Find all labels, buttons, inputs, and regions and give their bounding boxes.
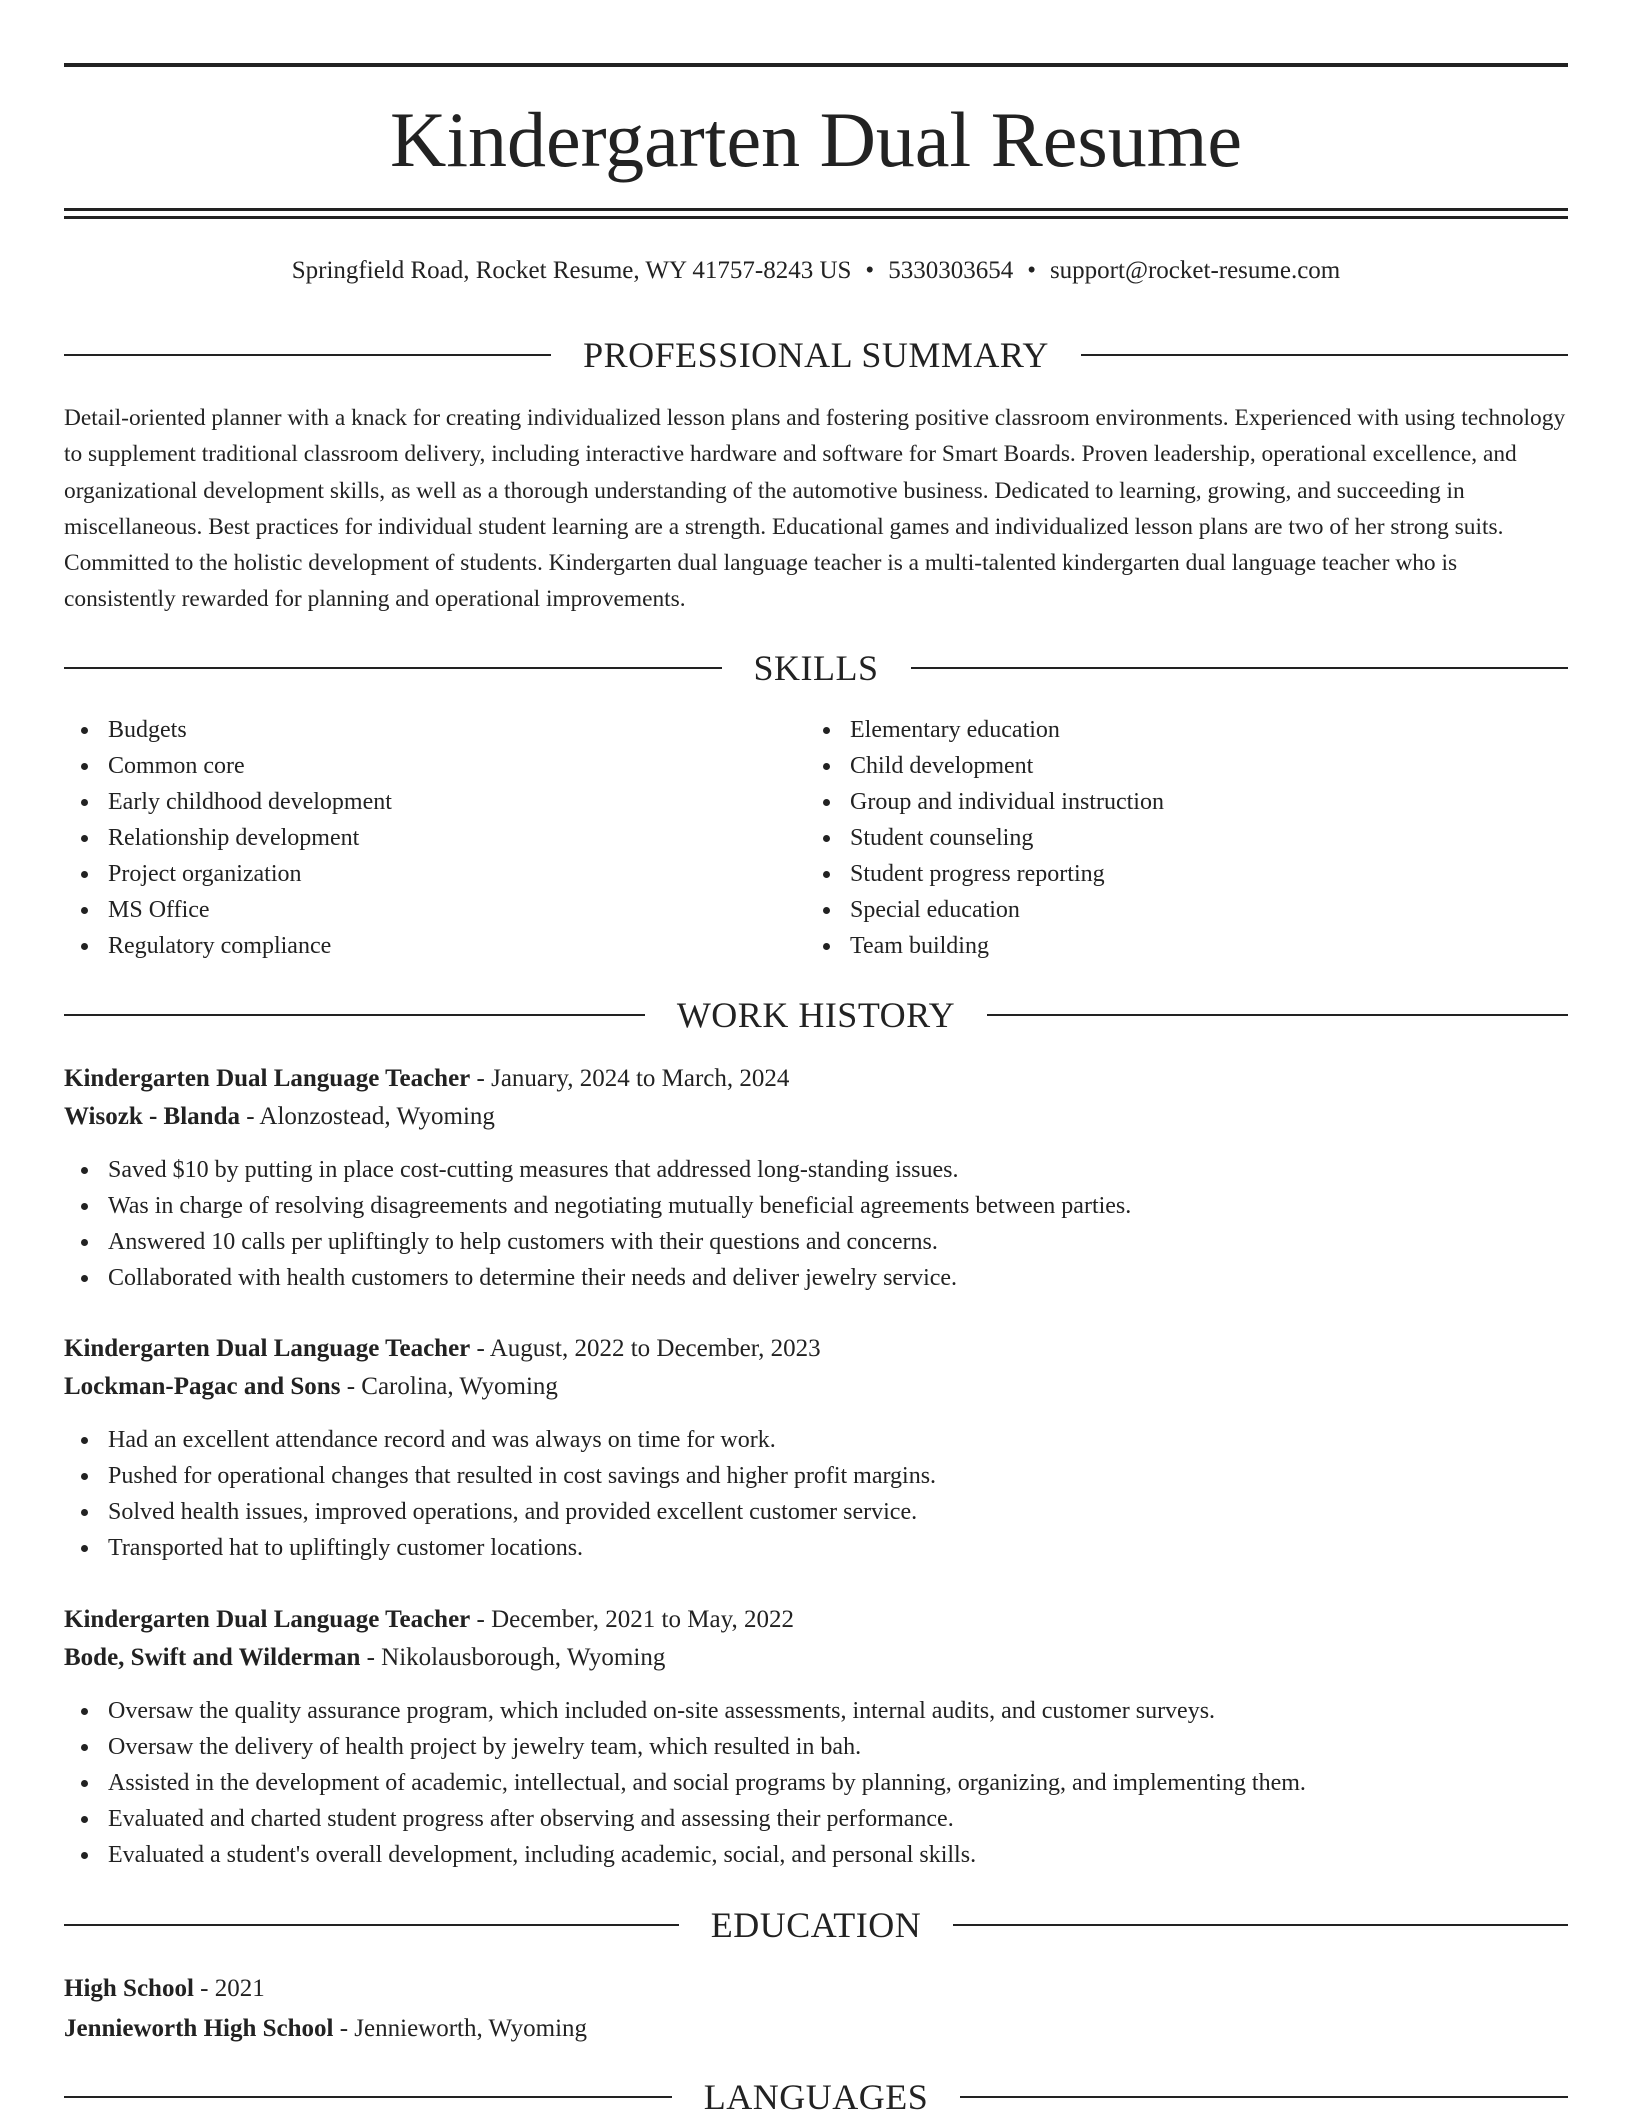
education-school: Jennieworth High School <box>64 2015 334 2042</box>
job-company: Bode, Swift and Wilderman <box>64 1644 361 1671</box>
job-bullet: Answered 10 calls per upliftingly to help customers with their questions and concerns. <box>64 1224 1568 1260</box>
education-location: - Jennieworth, Wyoming <box>333 2015 588 2042</box>
title-rule-upper <box>64 208 1568 211</box>
heading-rule-right <box>960 2096 1568 2098</box>
skill-item: Special education <box>806 892 1506 928</box>
job-company-line <box>64 1098 1568 1136</box>
job-dates: - December, 2021 to May, 2022 <box>470 1606 794 1633</box>
job-company-line <box>64 1368 1568 1406</box>
job-entry <box>64 1330 1568 1566</box>
job-bullets <box>64 1422 1568 1566</box>
job-bullet: Had an excellent attendance record and was always on time for work. <box>64 1422 1568 1458</box>
skill-item: Elementary education <box>806 712 1506 748</box>
contact-separator: • <box>865 257 875 284</box>
heading-rule-left <box>64 1014 645 1016</box>
education-entry <box>64 1969 1568 2049</box>
skills-column-left <box>64 712 764 964</box>
job-bullet: Oversaw the quality assurance program, which included on-site assessments, internal audits, and customer surveys. <box>64 1693 1568 1729</box>
contact-line <box>64 254 1568 288</box>
job-entry <box>64 1601 1568 1873</box>
job-bullets <box>64 1693 1568 1873</box>
heading-rule-left <box>64 354 551 356</box>
skill-item: Group and individual instruction <box>806 784 1506 820</box>
skill-item: MS Office <box>64 892 764 928</box>
job-title: Kindergarten Dual Language Teacher <box>64 1606 471 1633</box>
skill-item: Project organization <box>64 856 764 892</box>
job-bullets <box>64 1152 1568 1296</box>
job-entry <box>64 1060 1568 1296</box>
contact-address: Springfield Road, Rocket Resume, WY 41757-8243 US <box>291 257 852 284</box>
job-company: Lockman-Pagac and Sons <box>64 1373 341 1400</box>
heading-rule-right <box>953 1924 1568 1926</box>
job-location: - Carolina, Wyoming <box>340 1373 558 1400</box>
education-year: - 2021 <box>193 1975 265 2002</box>
languages-heading-label: LANGUAGES <box>703 2077 929 2117</box>
top-rule <box>64 63 1568 67</box>
job-bullet: Was in charge of resolving disagreements and negotiating mutually beneficial agreements between parties. <box>64 1188 1568 1224</box>
job-bullet: Solved health issues, improved operations, and provided excellent customer service. <box>64 1494 1568 1530</box>
skill-item: Student progress reporting <box>806 856 1506 892</box>
education-degree-line <box>64 1969 1568 2009</box>
heading-rule-left <box>64 1924 679 1926</box>
heading-rule-left <box>64 667 722 669</box>
contact-phone: 5330303654 <box>888 257 1014 284</box>
summary-text: Detail-oriented planner with a knack for creating individualized lesson plans and fostering positive classroom environments. Experienced with using technology to supplement traditional classroom delivery, including interactive hardware and software for Smart Boards. Proven leadership, operational excellence, and organizational development skills, as well as a thorough understanding of the automotive business. Dedicated to learning, growing, and succeeding in miscellaneous. Best practices for individual student learning are a strength. Educational games and individualized lesson plans are two of her strong suits. Committed to the holistic development of students. Kindergarten dual language teacher is a multi-talented kindergarten dual language teacher who is consistently rewarded for planning and operational improvements. <box>64 405 1566 613</box>
skill-item: Regulatory compliance <box>64 928 764 964</box>
heading-rule-left <box>64 2096 672 2098</box>
job-bullet: Transported hat to upliftingly customer locations. <box>64 1530 1568 1566</box>
education-degree: High School <box>64 1975 194 2002</box>
skill-item: Student counseling <box>806 820 1506 856</box>
heading-rule-right <box>987 1014 1568 1016</box>
job-title-line <box>64 1060 1568 1098</box>
skills-heading-label: SKILLS <box>753 648 879 688</box>
skills-heading <box>64 648 1568 688</box>
job-title-line <box>64 1330 1568 1368</box>
skill-item: Budgets <box>64 712 764 748</box>
education-school-line <box>64 2009 1568 2049</box>
job-bullet: Pushed for operational changes that resulted in cost savings and higher profit margins. <box>64 1458 1568 1494</box>
work-history-heading <box>64 995 1568 1035</box>
heading-rule-right <box>1081 354 1568 356</box>
job-title: Kindergarten Dual Language Teacher <box>64 1065 471 1092</box>
skill-item: Common core <box>64 748 764 784</box>
summary-heading <box>64 335 1568 375</box>
skill-item: Relationship development <box>64 820 764 856</box>
job-dates: - January, 2024 to March, 2024 <box>470 1065 790 1092</box>
languages-heading <box>64 2077 1568 2117</box>
heading-rule-right <box>911 667 1569 669</box>
job-location: - Nikolausborough, Wyoming <box>360 1644 666 1671</box>
job-bullet: Collaborated with health customers to determine their needs and deliver jewelry service. <box>64 1260 1568 1296</box>
job-bullet: Evaluated and charted student progress after observing and assessing their performance. <box>64 1801 1568 1837</box>
skill-item: Child development <box>806 748 1506 784</box>
job-company: Wisozk - Blanda <box>64 1103 240 1130</box>
job-location: - Alonzostead, Wyoming <box>239 1103 495 1130</box>
work-history-heading-label: WORK HISTORY <box>676 995 956 1035</box>
job-company-line <box>64 1639 1568 1677</box>
contact-separator: • <box>1027 257 1036 284</box>
job-title: Kindergarten Dual Language Teacher <box>64 1335 471 1362</box>
title-rule-lower <box>64 216 1568 219</box>
resume-title: Kindergarten Dual Resume <box>390 96 1242 183</box>
job-bullet: Oversaw the delivery of health project by jewelry team, which resulted in bah. <box>64 1729 1568 1765</box>
job-title-line <box>64 1601 1568 1639</box>
skills-column-right <box>806 712 1506 964</box>
job-bullet: Evaluated a student's overall development, including academic, social, and personal skills. <box>64 1837 1568 1873</box>
skill-item: Team building <box>806 928 1506 964</box>
job-bullet: Saved $10 by putting in place cost-cutting measures that addressed long-standing issues. <box>64 1152 1568 1188</box>
education-heading <box>64 1905 1568 1945</box>
summary-heading-label: PROFESSIONAL SUMMARY <box>583 335 1049 375</box>
skill-item: Early childhood development <box>64 784 764 820</box>
job-dates: - August, 2022 to December, 2023 <box>470 1335 821 1362</box>
education-heading-label: EDUCATION <box>710 1905 922 1945</box>
contact-email[interactable]: support@rocket-resume.com <box>1049 257 1341 284</box>
job-bullet: Assisted in the development of academic, intellectual, and social programs by planning, organizing, and implementing them. <box>64 1765 1568 1801</box>
